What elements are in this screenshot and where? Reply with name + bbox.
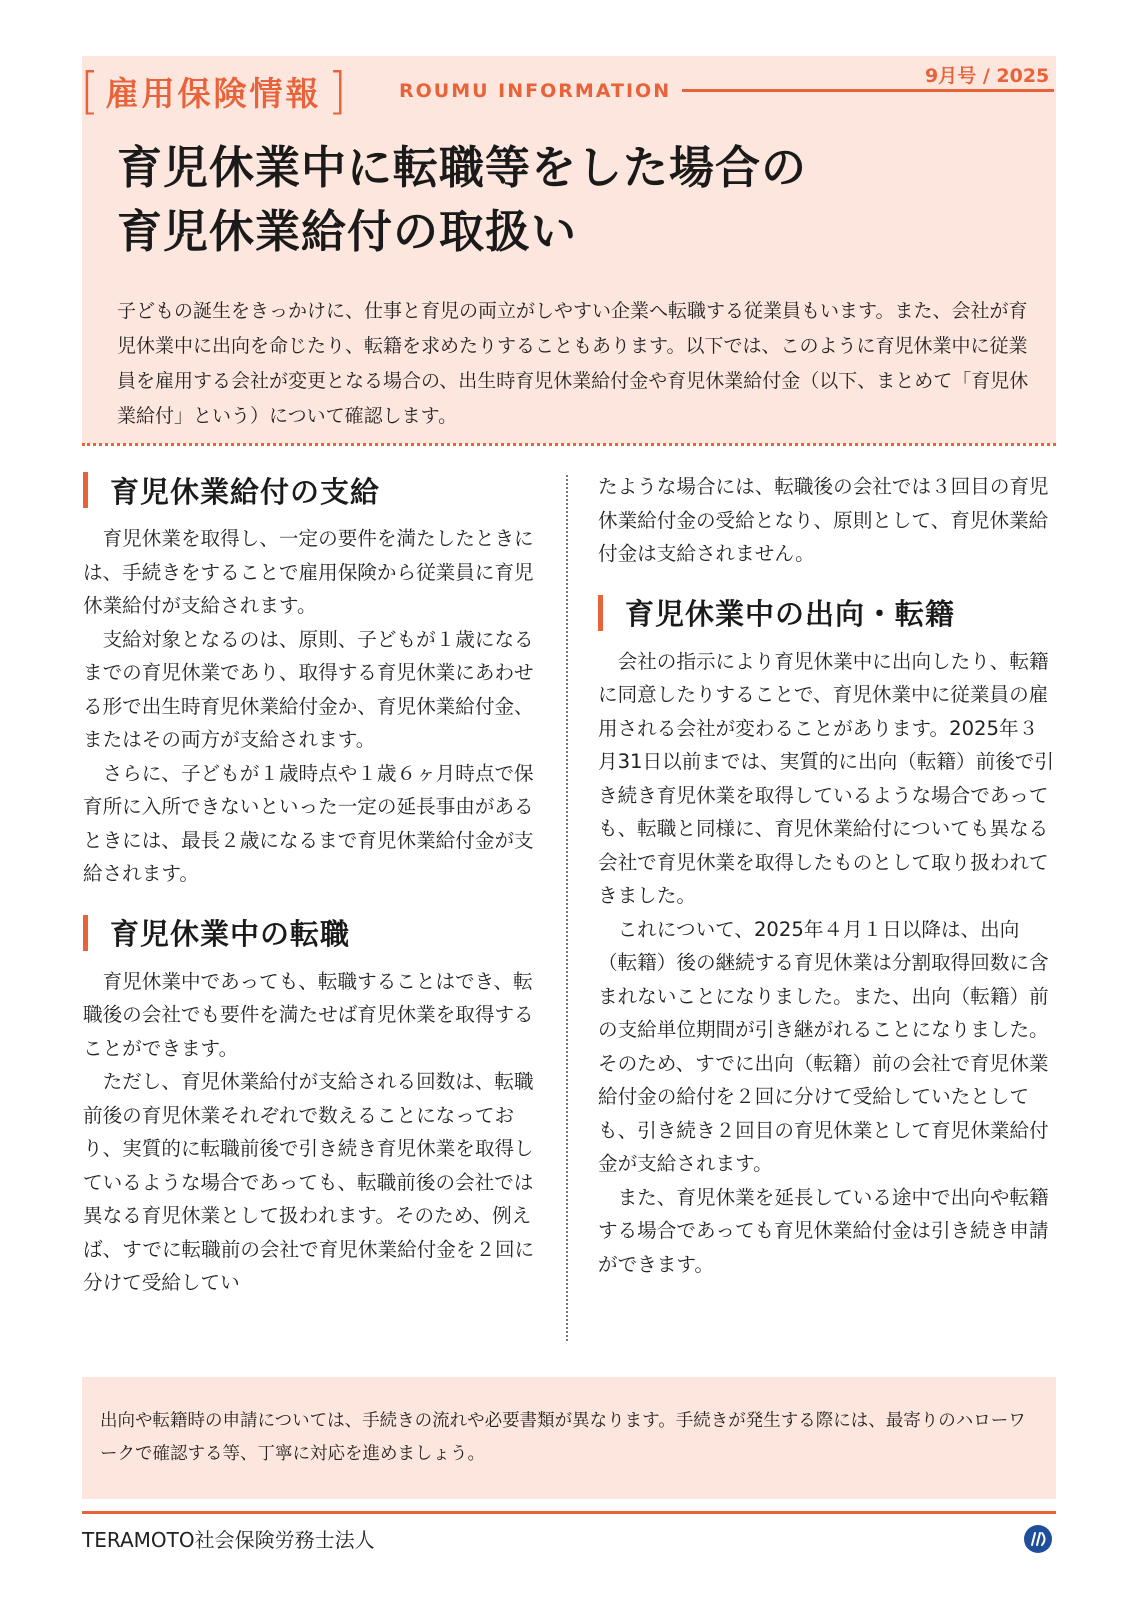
category-label: 雇用保険情報 — [105, 73, 322, 113]
section-heading-text: 育児休業中の出向・転籍 — [625, 597, 956, 631]
section-heading-benefit — [83, 470, 539, 510]
issue-rule — [682, 89, 1054, 92]
title-line-2: 育児休業給付の取扱い — [117, 205, 578, 258]
paragraph: これについて、2025年４月１日以降は、出向（転籍）後の継続する育児休業は分割取得回数に含まれないことになりました。また、出向（転籍）前の支給単位期間が引き継がれることになりました。そのため、すでに出向（転籍）前の会社で育児休業給付金の給付を２回に分けて受給していたとしても、引き続き２回目の育児休業として育児休業給付金が支給されます。 — [598, 917, 1049, 1175]
paragraph: さらに、子どもが１歳時点や１歳６ヶ月時点で保育所に入所できないといった一定の延長事由があるときには、最長２歳になるまで育児休業給付金が支給されます。 — [83, 761, 534, 885]
page-title — [117, 136, 807, 264]
paragraph-continued: たような場合には、転職後の会社では３回目の育児休業給付金の受給となり、原則として、育児休業給付金は支給されません。 — [598, 475, 1049, 565]
note-text: 出向や転籍時の申請については、手続きの流れや必要書類が異なります。手続きが発生する際には、最寄りのハローワークで確認する等、丁寧に対応を進めましょう。 — [100, 1411, 1026, 1464]
paragraph: 育児休業中であっても、転職することはでき、転職後の会社でも要件を満たせば育児休業を取得することができます。 — [83, 969, 534, 1060]
paragraph: 育児休業を取得し、一定の要件を満たしたときには、手続きをすることで雇用保険から従業員に育児休業給付が支給されます。 — [83, 527, 534, 617]
header-divider — [82, 443, 1056, 446]
bracket-open: [ — [80, 62, 100, 120]
heading-bar — [83, 915, 88, 951]
paragraph: また、育児休業を延長している途中で出向や転籍する場合であっても育児休業給付金は引き続き申請ができます。 — [598, 1185, 1049, 1276]
heading-bar — [83, 472, 88, 508]
column-divider — [566, 475, 568, 1341]
section-heading-text: 育児休業中の転職 — [110, 917, 351, 951]
bracket-close: ] — [327, 62, 348, 120]
header-subtitle: ROUMU INFORMATION — [399, 80, 672, 102]
paragraph: ただし、育児休業給付が支給される回数は、転職前後の育児休業それぞれで数えることになっており、実質的に転職前後で引き続き育児休業を取得しているような場合であっても、転職前後の会社では異なる育児休業として扱われます。そのため、例えば、すでに転職前の会社で育児休業給付金を２回に分けて受給してい — [83, 1070, 535, 1294]
company-name: TERAMOTO社会保険労務士法人 — [82, 1528, 375, 1552]
section-heading-text: 育児休業給付の支給 — [110, 474, 381, 509]
title-line-1: 育児休業中に転職等をした場合の — [117, 141, 808, 194]
issue-label: 9月号 / 2025 — [925, 65, 1050, 87]
section-heading-job-change — [83, 913, 539, 953]
company-logo-icon — [1023, 1524, 1053, 1554]
right-column — [598, 470, 1056, 1281]
footer-rule — [82, 1511, 1056, 1514]
section-heading-secondment — [598, 593, 1056, 633]
paragraph: 支給対象となるのは、原則、子どもが１歳になるまでの育児休業であり、取得する育児休業にあわせる形で出生時育児休業給付金か、育児休業給付金、またはその両方が支給されます。 — [83, 627, 534, 751]
lead-paragraph: 子どもの誕生をきっかけに、仕事と育児の両立がしやすい企業へ転職する従業員もいます。また、会社が育児休業中に出向を命じたり、転籍を求めたりすることもあります。以下では、このように育児休業中に従業員を雇用する会社が変更となる場合の、出生時育児休業給付金や育児休業給付金（以下、まとめて「育児休業給付」という）について確認します。 — [117, 300, 1029, 427]
heading-bar — [598, 595, 603, 631]
left-column — [83, 470, 539, 1300]
category-tag — [80, 64, 347, 118]
paragraph: 会社の指示により育児休業中に出向したり、転籍に同意したりすることで、育児休業中に従業員の雇用される会社が変わることがあります。2025年３月31日以前までは、実質的に出向（転籍）前後で引き続き育児休業を取得しているような場合であっても、転職と同様に、育児休業給付についても異なる会社で育児休業を取得したものとして取り扱われてきました。 — [598, 649, 1054, 907]
